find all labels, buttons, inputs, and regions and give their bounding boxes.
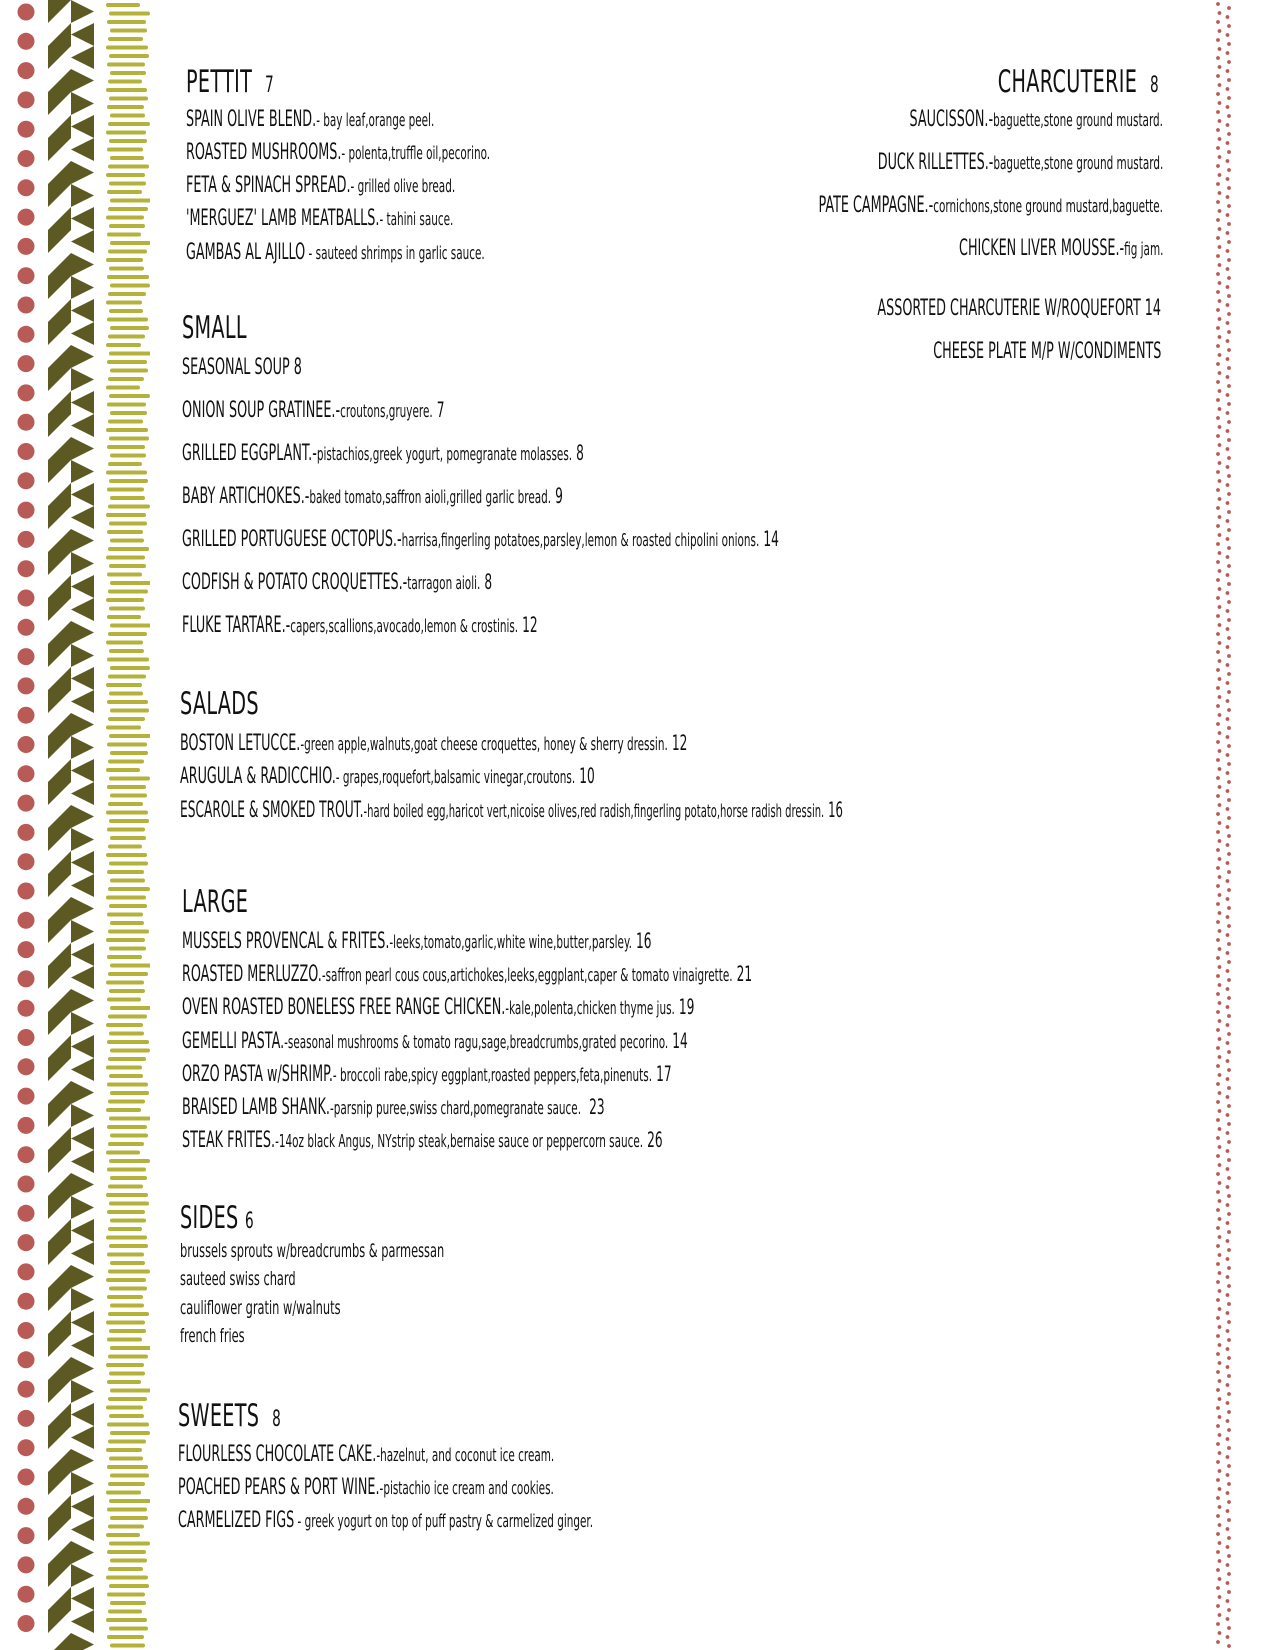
small-heading: SMALL — [182, 310, 247, 346]
item-desc: baguette,stone ground mustard. — [993, 110, 1163, 131]
pettit-title: PETTIT — [186, 64, 253, 100]
large-item — [182, 1029, 1054, 1054]
large-heading: LARGE — [182, 884, 249, 920]
item-name: SEASONAL SOUP 8 — [182, 355, 302, 380]
large-item — [182, 929, 992, 954]
item-name: DUCK RILLETTES.- — [877, 150, 994, 175]
small-item — [182, 398, 635, 423]
salad-item — [180, 798, 1275, 823]
item-name: ARUGULA & RADICCHIO. — [180, 764, 336, 789]
item-name: FETA & SPINACH SPREAD. — [186, 173, 351, 198]
item-price: 21 — [736, 962, 753, 986]
item-price: 14 — [763, 527, 779, 551]
sweet-item — [178, 1475, 826, 1500]
item-name: BOSTON LETUCCE. — [180, 731, 301, 756]
pettit-item — [186, 240, 701, 265]
item-desc: - sauteed shrimps in garlic sauce. — [305, 243, 485, 264]
item-desc: - broccoli rabe,spicy eggplant,roasted peppers,feta,pinenuts. — [332, 1065, 653, 1086]
item-desc: pistachios,greek yogurt, pomegranate molasses. — [316, 444, 573, 465]
large-item — [182, 995, 1065, 1020]
item-desc: capers,scallions,avocado,lemon & crostinis. — [290, 616, 519, 637]
large-item — [182, 1128, 1011, 1153]
side-item: french fries — [180, 1325, 245, 1347]
item-desc: - polenta,truffle oil,pecorino. — [341, 143, 491, 164]
item-desc: -seasonal mushrooms & tomato ragu,sage,breadcrumbs,grated pecorino. — [284, 1032, 669, 1053]
item-desc: -green apple,walnuts,goat cheese croquettes, honey & sherry dressin. — [300, 734, 668, 755]
item-desc: -hazelnut, and coconut ice cream. — [376, 1445, 555, 1466]
charcuterie-item — [726, 107, 1163, 132]
item-price: 12 — [522, 613, 538, 637]
item-price: 12 — [671, 731, 688, 755]
item-price: 23 — [589, 1095, 605, 1119]
item-name: ROASTED MUSHROOMS. — [186, 140, 342, 165]
small-item — [182, 484, 839, 509]
item-name: GAMBAS AL AJILLO — [186, 240, 306, 265]
item-price: 16 — [828, 798, 843, 822]
item-desc: -saffron pearl cous cous,artichokes,leeks,eggplant,caper & tomato vinaigrette. — [321, 965, 733, 986]
item-name: CHICKEN LIVER MOUSSE.- — [958, 236, 1124, 261]
item-name: FLUKE TARTARE.- — [182, 613, 291, 638]
sides-title: SIDES — [180, 1200, 239, 1236]
pettit-item — [186, 107, 614, 132]
item-name: BABY ARTICHOKES.- — [182, 484, 310, 509]
item-name: BRAISED LAMB SHANK. — [182, 1095, 330, 1120]
item-name: ORZO PASTA w/SHRIMP. — [182, 1062, 333, 1087]
stripe-pattern-border — [104, 0, 150, 1650]
item-name: 'MERGUEZ' LAMB MEATBALLS. — [186, 206, 380, 231]
salad-item — [180, 764, 895, 789]
sweets-heading — [178, 1398, 344, 1434]
sweet-item — [178, 1508, 894, 1533]
assorted-charcuterie: ASSORTED CHARCUTERIE W/ROQUEFORT 14 — [877, 296, 1161, 321]
sweet-item — [178, 1442, 827, 1467]
item-desc: -14oz black Angus, NYstrip steak,bernaise sauce or peppercorn sauce. — [275, 1131, 644, 1152]
item-name: GRILLED EGGPLANT.- — [182, 441, 317, 466]
item-desc: croutons,gruyere. — [340, 401, 433, 422]
small-item — [182, 441, 875, 466]
item-desc: - grilled olive bread. — [350, 176, 456, 197]
item-price: 16 — [636, 929, 652, 953]
sweets-title: SWEETS — [178, 1398, 260, 1434]
item-desc: - tahini sauce. — [379, 209, 454, 230]
small-item — [182, 527, 1211, 552]
item-price: 14 — [672, 1029, 688, 1053]
pettit-price: 7 — [264, 73, 274, 98]
item-name: SPAIN OLIVE BLEND. — [186, 107, 317, 132]
side-item: cauliflower gratin w/walnuts — [180, 1297, 341, 1319]
item-name: GRILLED PORTUGUESE OCTOPUS.- — [182, 527, 402, 552]
pettit-item — [186, 140, 710, 165]
item-desc: cornichons,stone ground mustard,baguette. — [933, 196, 1163, 217]
triangle-pattern-border — [48, 0, 98, 1650]
item-name: STEAK FRITES. — [182, 1128, 276, 1153]
large-item — [182, 1062, 1026, 1087]
item-name: PATE CAMPAGNE.- — [818, 193, 934, 218]
item-desc: -hard boiled egg,haricot vert,nicoise olives,red radish,fingerling potato,horse radish dressin. — [363, 801, 825, 822]
charcuterie-price: 8 — [1150, 73, 1159, 98]
sides-heading — [180, 1200, 299, 1236]
item-name: SAUCISSON.- — [909, 107, 994, 132]
large-item — [182, 962, 1165, 987]
small-item — [182, 570, 717, 595]
pettit-heading — [186, 64, 328, 100]
sides-price: 6 — [244, 1209, 254, 1234]
charcuterie-item — [671, 150, 1163, 175]
item-price: 26 — [647, 1128, 663, 1152]
item-name: GEMELLI PASTA. — [182, 1029, 285, 1054]
side-item: sauteed swiss chard — [180, 1268, 296, 1290]
item-name: MUSSELS PROVENCAL & FRITES. — [182, 929, 390, 954]
small-item — [182, 613, 795, 638]
item-desc: baked tomato,saffron aioli,grilled garlic bread. — [309, 487, 552, 508]
right-dot-border — [1212, 0, 1236, 1650]
salad-item — [180, 731, 1055, 756]
item-price: 9 — [555, 484, 563, 508]
item-desc: - bay leaf,orange peel. — [316, 110, 435, 131]
item-price: 10 — [579, 764, 595, 788]
large-item — [182, 1095, 911, 1120]
item-price: 8 — [576, 441, 584, 465]
item-desc: baguette,stone ground mustard. — [993, 153, 1163, 174]
charcuterie-heading — [899, 64, 1159, 100]
item-name: CARMELIZED FIGS — [178, 1508, 295, 1533]
item-desc: -leeks,tomato,garlic,white wine,butter,parsley. — [389, 932, 632, 953]
item-desc: tarragon aioli. — [407, 573, 481, 594]
cheese-plate: CHEESE PLATE M/P W/CONDIMENTS — [932, 339, 1161, 364]
left-dot-border — [14, 0, 40, 1650]
item-name: POACHED PEARS & PORT WINE. — [178, 1475, 380, 1500]
charcuterie-title: CHARCUTERIE — [997, 64, 1138, 100]
item-desc: - grapes,roquefort,balsamic vinegar,croutons. — [335, 767, 576, 788]
item-name: ESCAROLE & SMOKED TROUT. — [180, 798, 364, 823]
item-price: 19 — [678, 995, 695, 1019]
charcuterie-item — [811, 236, 1163, 261]
small-item — [182, 355, 389, 380]
item-name: ROASTED MERLUZZO. — [182, 962, 322, 987]
charcuterie-item — [569, 193, 1163, 218]
item-desc: harrisa,fingerling potatoes,parsley,lemon & roasted chipolini onions. — [401, 530, 760, 551]
item-name: OVEN ROASTED BONELESS FREE RANGE CHICKEN. — [182, 995, 506, 1020]
sweets-price: 8 — [272, 1407, 282, 1432]
item-desc: -pistachio ice cream and cookies. — [379, 1478, 554, 1499]
salads-heading: SALADS — [180, 686, 259, 722]
item-name: FLOURLESS CHOCOLATE CAKE. — [178, 1442, 377, 1467]
item-name: CODFISH & POTATO CROQUETTES.- — [182, 570, 408, 595]
item-desc: -parsnip puree,swiss chard,pomegranate sauce. — [329, 1098, 582, 1119]
item-price: 7 — [436, 398, 445, 422]
item-name: ONION SOUP GRATINEE.- — [182, 398, 341, 423]
item-desc: fig jam. — [1123, 239, 1163, 260]
item-desc: -kale,polenta,chicken thyme jus. — [505, 998, 675, 1019]
item-price: 17 — [656, 1062, 672, 1086]
item-price: 8 — [484, 570, 493, 594]
side-item: brussels sprouts w/breadcrumbs & parmessan — [180, 1240, 445, 1262]
item-desc: - greek yogurt on top of puff pastry & carmelized ginger. — [294, 1511, 594, 1532]
